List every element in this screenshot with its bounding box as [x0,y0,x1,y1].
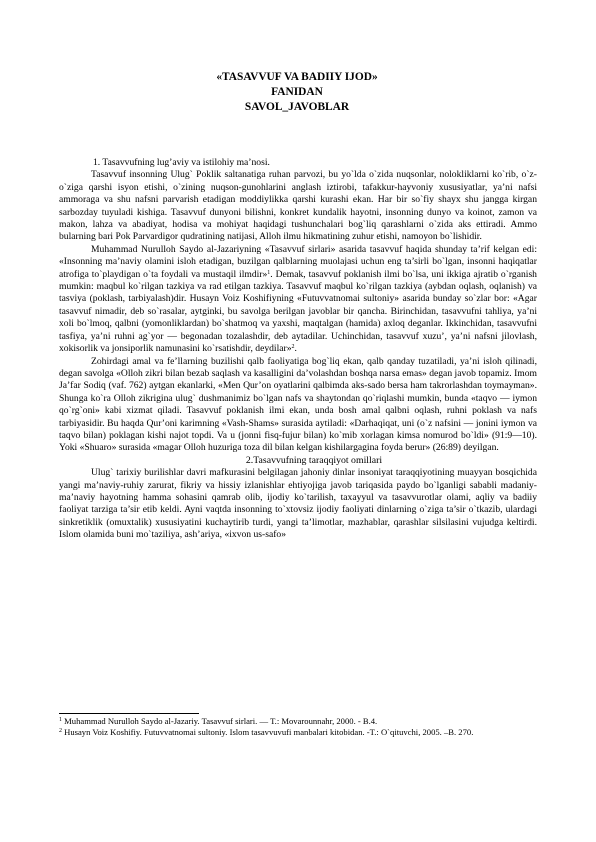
footnotes [59,713,537,738]
paragraph-4: Ulug` tarixiy burilishlar davri mafkurasini belgilagan jahoniy dinlar insoniyat taraqqiyotining muayyan bosqichida yangi ma’naviy-ruhiy zarurat, fikriy va hissiy izlanishlar ehtiyojiga javob tariqasida paydo bo`lganligi sababli madaniy-ma’naviy hayotning hamma sohasini qamrab olib, ijodiy ko`tarilish, taxayyul va tasavvurotlar olami, aqliy va badiiy faoliyat tarziga ta’sir etib keldi. Ayni vaqtda insonning to`xtovsiz ijodiy faoliyati dinlarning o`ziga ta’sir o`tkazib, ulardagi sinkretiklik (omuxtalik) xususiyatini kuchaytirib turdi, yangi ta’limotlar, mazhablar, qarashlar silsilasini vujudga keltirdi. Islom olamida buni mo`taziliya, ash’ariya, «ixvon us-safo» [59,467,537,541]
footnote-1 [59,716,537,727]
document-title [60,70,534,115]
footnote-1-text: Muhammad Nurulloh Saydo al-Jazariy. Tasavvuf sirlari. — T.: Movarounnahr, 2000. - B.4. [62,716,378,726]
footnote-ref-1: 1 [267,269,271,276]
title-line-2: FANIDAN [271,86,323,98]
paragraph-2 [59,244,537,356]
footnote-2-text: Husayn Voiz Koshifiy. Futuvvatnomai sultoniy. Islom tasavvuvufi manbalari kitobidan. -T.: O`qituvchi, 2005. –B. 270. [62,727,474,737]
footnote-2 [59,727,537,738]
paragraph-2-text-a: Muhammad Nurulloh Saydo al-Jazariyning «Tasavvuf sirlari» asarida tasavvuf haqida shunday ta’rif kelgan edi: «Insonning ma’naviy olamini isloh etadigan, buzilgan qalblarning muolajasi uchun eng ta’sirli bo`lgan, insonni haqiqatlar atrofiga to`playdigan o`ta foydali va mustaqil ilmdir» [59,243,537,280]
document-body [59,157,537,542]
section-2-heading: 2.Tasavvufning taraqqiyot omillari [245,454,383,466]
paragraph-2-text-b: . Demak, tasavvuf poklanish ilmi bo`lsa, uni ikkiga ajratib o`rganish mumkin: maqbul ko`rilgan tazkiya va rad etilgan tazkiya. Tasavvuf maqbul ko`rilgan tazkiya (aybdan oqlash, oqlanish) va tasviya (poklash, tarbiyalash)dir. Husayn Voiz Koshifiyning «Futuvvatnomai sultoniy» asarida bunday so`zlar bor: «Agar tasavvuf nimadir, deb so`rasalar, aytginki, bu savolga berilgan javoblar bir qancha. Birinchidan, tasavvufni tahliya, ya’ni xoli bo`lmoq, qalbni (yomonliklardan) bo`shatmoq va yaxshi, maqtalgan (hamida) axloq deganlar. Ikkinchidan, tasavvufni tasfiya, ya’ni ruhni ag`yor — begonadan tozalashdir, deb aytadilar. Uchinchidan, tasavvuf xuzu’, ya’ni nafsni jilovlash, xokisorlik va jonsiporlik namunasini ko`rsatishdir, deydilar» [59,268,537,355]
section-1-heading: 1. Tasavvufning lug’aviy va istilohiy ma’nosi. [93,157,270,168]
title-line-1: «TASAVVUF VA BADIIY IJOD» [216,71,378,83]
footnote-divider [59,713,199,714]
footnote-ref-2: 2 [291,344,295,351]
title-line-3: SAVOL_JAVOBLAR [244,101,350,113]
footnote-1-number: 1 [59,717,62,723]
paragraph-1: Tasavvuf insonning Ulug` Poklik saltanatiga ruhan parvozi, bu yo`lda o`zida nuqsonlar, nolokliklarni ko`rib, o`z-o`ziga qarshi isyon etishi, o`zining nuqson-gunohlarini anglash iztirobi, tafakkur-hayvoniy xususiyatlar, ya’ni nafsi ammoraga va shu nafsni parvarish etadigan moddiylikka qarshi kurashi ekan. Har bir so`fiy shayx shu jangga kirgan sarbozday tuyuladi kishiga. Tasavvuf dunyoni bilishni, konkret kundalik hayotni, insonning dunyo va koinot, zamon va makon, lahza va abadiyat, hodisa va mohiyat haqidagi tushunchalari bog`liq qarashlarni o`zida aks ettiradi. Ammo bularning bari Pok Parvardigor qudratining natijasi, Alloh ilmu hikmatining zuhur etishi, namoyon bo`lishidir. [59,169,537,243]
paragraph-3: Zohirdagi amal va fe’llarning buzilishi qalb faoliyatiga bog`liq ekan, qalb qanday tuzatiladi, ya’ni isloh qilinadi, degan savolga «Olloh zikri bilan bezab saqlash va kasalligini da’volashdan boshqa narsa emas» degan javob topamiz. Imom Ja’far Sodiq (vaf. 762) aytgan ekanlarki, «Men Qur’on oyatlarini qalbimda aks-sado bersa ham takrorlashdan toymayman». Shunga ko`ra Olloh zikrigina ulug` dushmanimiz bo`lgan nafs va shaytondan qo`riqlashi mumkin, bunda «taqvo — iymon qo`rg`oni» kabi xizmat qiladi. Tasavvuf poklanish ilmi ekan, unda bosh amal qalbni oqlash, ruhni poklash va nafs tarbiyasidir. Bu haqda Qur’oni karimning «Vash-Shams» surasida aytiladi: «Darhaqiqat, uni (o`z nafsini — jonini iymon va taqvo bilan) poklagan kishi najot topdi. Va u (jonni fisq-fujur bilan) ko`mib xorlagan kimsa nomurod bo`ldi» (91:9—10). Yoki «Shuaro» surasida «magar Olloh huzuriga toza dil bilan kelgan kishilargagina foyda berur» (26:89) deyilgan. [59,355,537,454]
paragraph-2-text-c: . [294,343,297,355]
footnote-2-number: 2 [59,728,62,734]
